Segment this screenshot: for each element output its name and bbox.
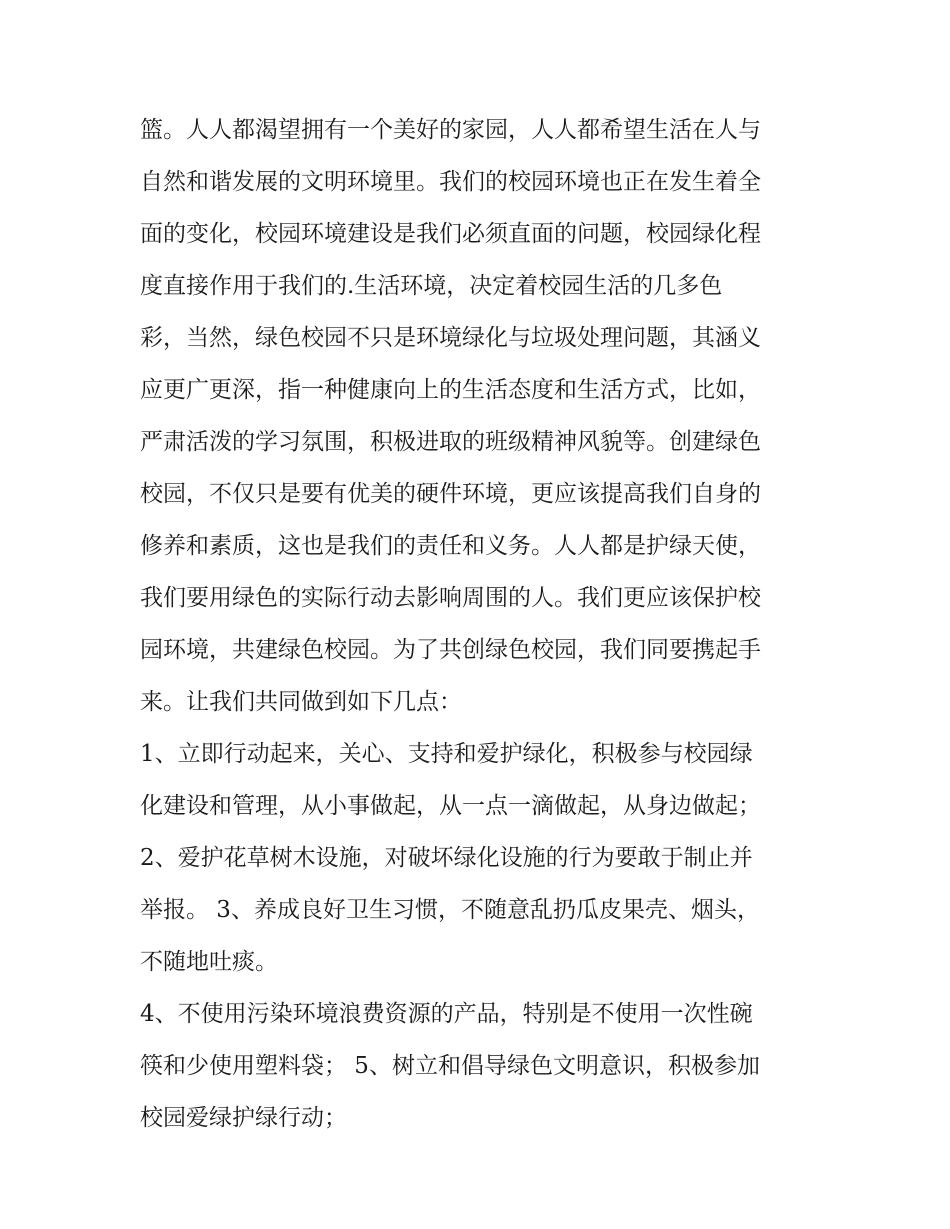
- text-line: 来。让我们共同做到如下几点：: [140, 689, 462, 715]
- text-line: 应更广更深，指一种健康向上的生活态度和生活方式，比如，: [140, 377, 761, 403]
- list-item-line: 2、爱护花草树木设施，对破坏绿化设施的行为要敢于制止并: [140, 845, 753, 871]
- text-line: 自然和谐发展的文明环境里。我们的校园环境也正在发生着全: [140, 169, 761, 195]
- body-text: [140, 104, 820, 1144]
- text-line: 校园，不仅只是要有优美的硬件环境，更应该提高我们自身的: [140, 481, 761, 507]
- list-item-line: 化建设和管理，从小事做起，从一点一滴做起，从身边做起；: [140, 793, 761, 819]
- text-line: 修养和素质，这也是我们的责任和义务。人人都是护绿天使，: [140, 533, 761, 559]
- list-item-line: 4、不使用污染环境浪费资源的产品，特别是不使用一次性碗: [140, 1001, 753, 1027]
- text-line: 面的变化，校园环境建设是我们必须直面的问题，校园绿化程: [140, 221, 761, 247]
- text-line: 严肃活泼的学习氛围，积极进取的班级精神风貌等。创建绿色: [140, 429, 761, 455]
- list-item-line: 筷和少使用塑料袋； 5、树立和倡导绿色文明意识，积极参加: [140, 1053, 760, 1079]
- list-item-line: 举报。 3、养成良好卫生习惯，不随意乱扔瓜皮果壳、烟头，: [140, 897, 760, 923]
- text-line: 园环境，共建绿色校园。为了共创绿色校园，我们同要携起手: [140, 637, 761, 663]
- list-item-line: 不随地吐痰。: [140, 949, 278, 975]
- text-line: 我们要用绿色的实际行动去影响周围的人。我们更应该保护校: [140, 585, 761, 611]
- text-line: 彩，当然，绿色校园不只是环境绿化与垃圾处理问题，其涵义: [140, 325, 761, 351]
- list-item-line: 校园爱绿护绿行动；: [140, 1105, 347, 1131]
- list-item-line: 1、立即行动起来，关心、支持和爱护绿化，积极参与校园绿: [140, 741, 753, 767]
- text-line: 篮。人人都渴望拥有一个美好的家园，人人都希望生活在人与: [140, 117, 761, 143]
- text-line: 度直接作用于我们的.生活环境，决定着校园生活的几多色: [140, 273, 723, 299]
